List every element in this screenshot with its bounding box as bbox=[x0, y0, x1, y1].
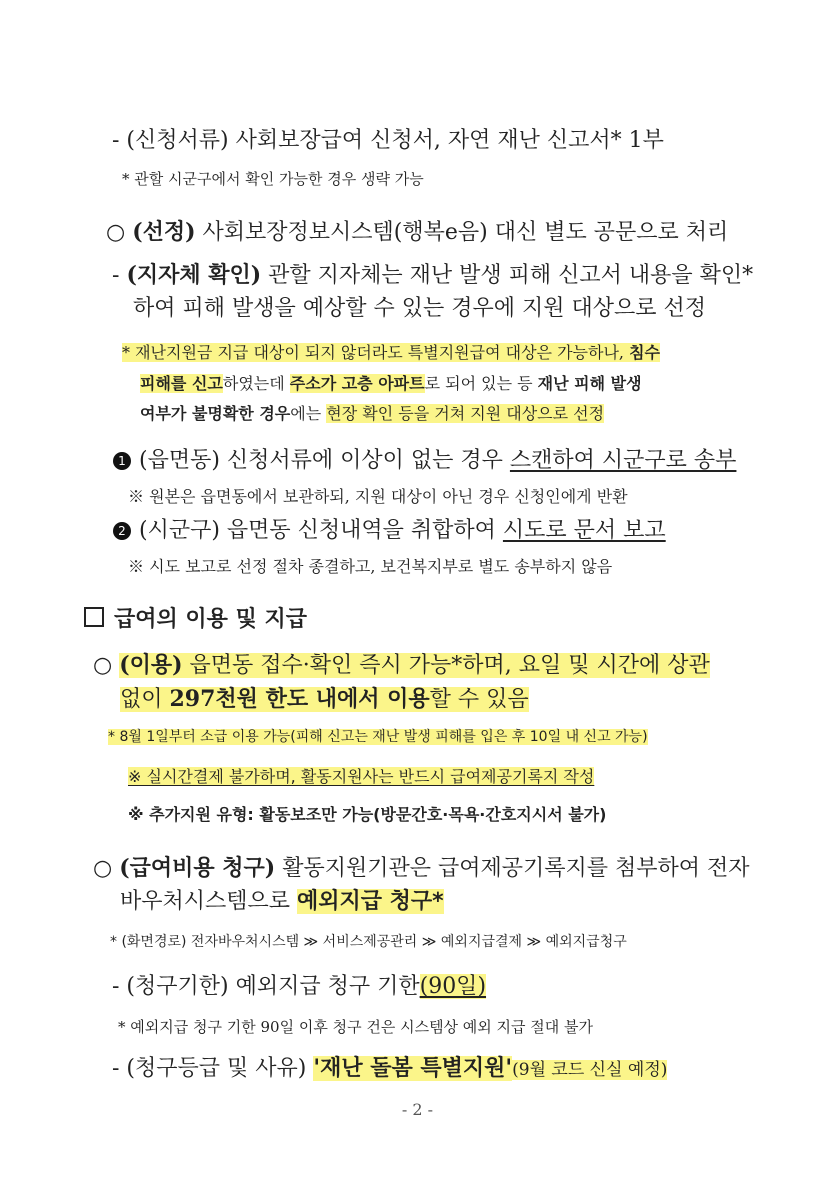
doc-note-realtime: ※ 실시간결제 불가하며, 활동지원사는 반드시 급여제공기록지 작성 bbox=[128, 767, 595, 786]
filled-circle-number-icon: 2 bbox=[113, 522, 131, 540]
section-heading: 급여의 이용 및 지급 bbox=[84, 606, 307, 634]
doc-line-usage-cont: 없이 297천원 한도 내에서 이용할 수 있음 bbox=[120, 686, 529, 712]
doc-note-screen-path: * (화면경로) 전자바우처시스템 ≫ 서비스제공관리 ≫ 예외지급결제 ≫ 예외지급청구 bbox=[110, 934, 627, 950]
doc-note-disaster-line2: 피해를 신고하였는데 주소가 고층 아파트로 되어 있는 등 재난 피해 발생 bbox=[140, 374, 642, 393]
doc-line-application-documents: - (신청서류) 사회보장급여 신청서, 자연 재난 신고서* 1부 bbox=[112, 128, 664, 153]
doc-note-additional: ※ 추가지원 유형: 활동보조만 가능(방문간호·목욕·간호지시서 불가) bbox=[128, 805, 607, 824]
doc-line-billing: ○ (급여비용 청구) 활동지원기관은 급여제공기록지를 첨부하여 전자 bbox=[93, 855, 750, 881]
page-number: - 2 - bbox=[401, 1100, 434, 1119]
doc-step-1-note: ※ 원본은 읍면동에서 보관하되, 지원 대상이 아닌 경우 신청인에게 반환 bbox=[128, 487, 628, 506]
doc-note-retroactive: * 8월 1일부터 소급 이용 가능(피해 신고는 재난 발생 피해를 입은 후 10일 내 신고 가능) bbox=[108, 729, 648, 745]
doc-line-billing-cont: 바우처시스템으로 예외지급 청구* bbox=[120, 889, 444, 914]
doc-line-selection: ○ (선정) 사회보장정보시스템(행복e음) 대신 별도 공문으로 처리 bbox=[106, 219, 729, 245]
doc-line-grade-reason: - (청구등급 및 사유) '재난 돌봄 특별지원'(9월 코드 신실 예정) bbox=[112, 1056, 668, 1081]
square-outline-icon bbox=[84, 607, 104, 627]
filled-circle-number-icon: 1 bbox=[113, 452, 131, 470]
doc-note-omission: * 관할 시군구에서 확인 가능한 경우 생략 가능 bbox=[122, 170, 424, 188]
doc-step-2-note: ※ 시도 보고로 선정 절차 종결하고, 보건복지부로 별도 송부하지 않음 bbox=[128, 557, 613, 576]
doc-line-local-confirm-cont: 하여 피해 발생을 예상할 수 있는 경우에 지원 대상으로 선정 bbox=[133, 296, 706, 321]
doc-note-deadline: * 예외지급 청구 기한 90일 이후 청구 건은 시스템상 예외 지급 절대 불가 bbox=[118, 1018, 594, 1036]
doc-step-2: 2 (시군구) 읍면동 신청내역을 취합하여 시도로 문서 보고 bbox=[113, 517, 666, 545]
doc-line-deadline: - (청구기한) 예외지급 청구 기한(90일) bbox=[112, 974, 487, 999]
doc-line-usage: ○ (이용) 읍면동 접수·확인 즉시 가능*하며, 요일 및 시간에 상관 bbox=[93, 652, 710, 678]
doc-note-disaster-line1: * 재난지원금 지급 대상이 되지 않더라도 특별지원급여 대상은 가능하나, 침수 bbox=[122, 343, 661, 362]
doc-step-1: 1 (읍면동) 신청서류에 이상이 없는 경우 스캔하여 시군구로 송부 bbox=[113, 447, 736, 475]
doc-note-disaster-line3: 여부가 불명확한 경우에는 현장 확인 등을 거쳐 지원 대상으로 선정 bbox=[140, 404, 605, 423]
doc-line-local-confirm: - (지자체 확인) 관할 지자체는 재난 발생 피해 신고서 내용을 확인* bbox=[112, 262, 754, 288]
